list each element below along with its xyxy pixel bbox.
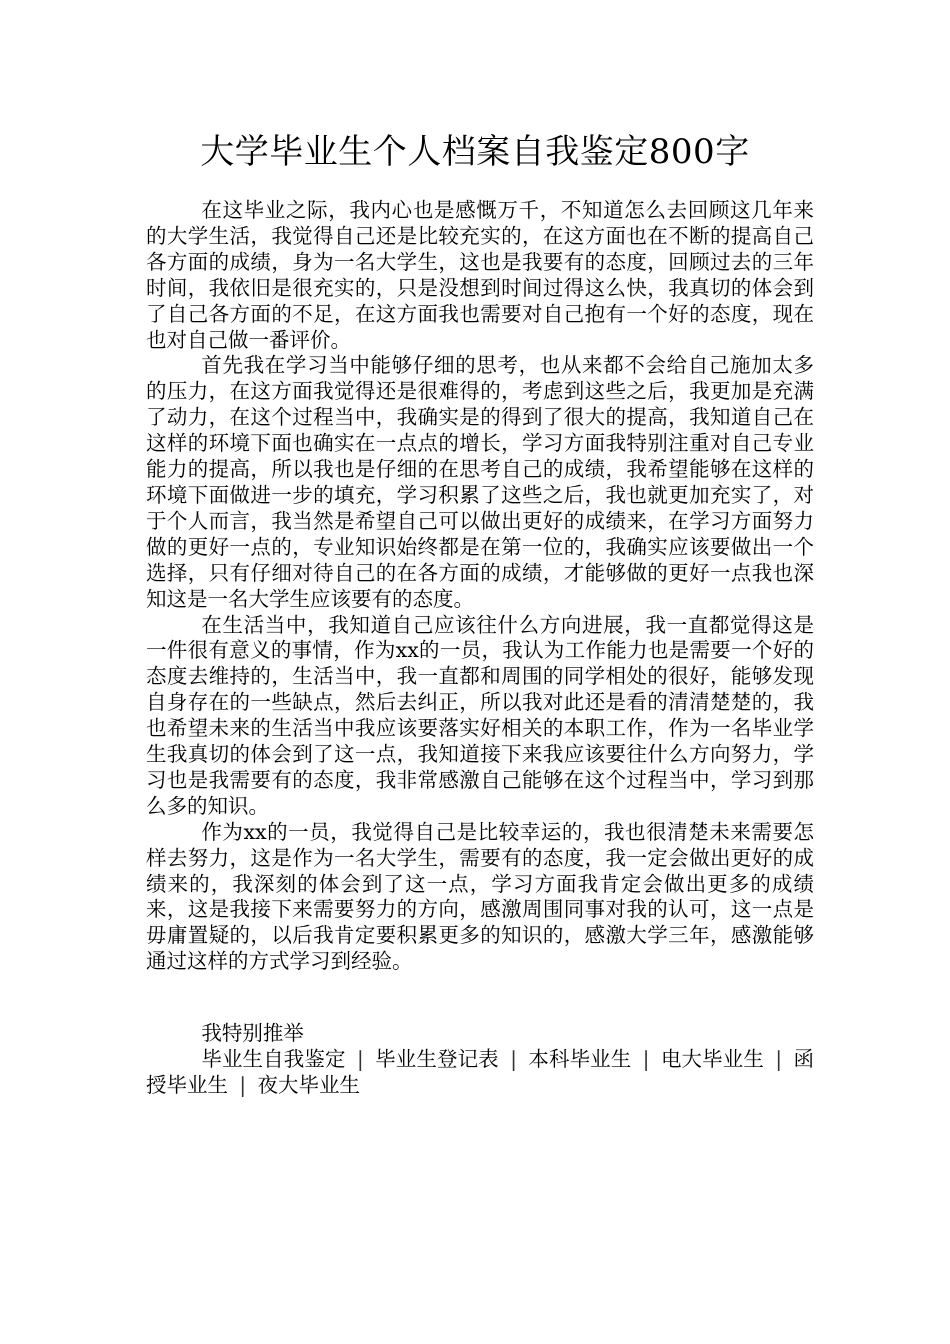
recommend-links [146,1046,814,1098]
link-correspondence-graduate[interactable]: 函授毕业生 [146,1047,815,1097]
paragraph-3: 在生活当中，我知道自己应该往什么方向进展，我一直都觉得这是一件很有意义的事情，作为xx的一员，我认为工作能力也是需要一个好的态度去维持的，生活当中，我一直都和周围的同学相处的很好，能够发现自身存在的一些缺点，然后去纠正，所以我对此还是看的清清楚楚的，我也希望未来的生活当中我应该要落实好相关的本职工作，作为一名毕业学生我真切的体会到了这一点，我知道接下来我应该要往什么方向努力，学习也是我需要有的态度，我非常感激自己能够在这个过程当中，学习到那么多的知识。 [146,612,814,818]
link-separator: | [510,1047,517,1071]
recommend-heading: 我特别推举 [201,1021,304,1045]
recommend-section [146,1020,814,1098]
paragraph-1: 在这毕业之际，我内心也是感慨万千，不知道怎么去回顾这几年来的大学生活，我觉得自己还是比较充实的，在这方面也在不断的提高自己各方面的成绩，身为一名大学生，这也是我要有的态度，回顾过去的三年时间，我依旧是很充实的，只是没想到时间过得这么快，我真切的体会到了自己各方面的不足，在这方面我也需要对自己抱有一个好的态度，现在也对自己做一番评价。 [146,198,814,352]
link-separator: | [642,1047,650,1071]
link-graduate-register[interactable]: 毕业生登记表 [375,1047,499,1071]
link-separator: | [775,1047,783,1071]
link-separator: | [356,1047,364,1071]
document-title: 大学毕业生个人档案自我鉴定800字 [200,132,750,172]
link-tv-university-graduate[interactable]: 电大毕业生 [660,1047,764,1071]
paragraph-4: 作为xx的一员，我觉得自己是比较幸运的，我也很清楚未来需要怎样去努力，这是作为一名大学生，需要有的态度，我一定会做出更好的成绩来的，我深刻的体会到了这一点，学习方面我肯定会做出更多的成绩来，这是我接下来需要努力的方向，感激周围同事对我的认可，这一点是毋庸置疑的，以后我肯定要积累更多的知识的，感激大学三年，感激能够通过这样的方式学习到经验。 [146,819,814,974]
link-self-assessment[interactable]: 毕业生自我鉴定 [201,1047,346,1071]
document-body [146,198,814,975]
link-undergraduate[interactable]: 本科毕业生 [528,1047,632,1071]
link-night-school-graduate[interactable]: 夜大毕业生 [257,1073,360,1097]
paragraph-2: 首先我在学习当中能够仔细的思考，也从来都不会给自己施加太多的压力，在这方面我觉得还是很难得的，考虑到这些之后，我更加是充满了动力，在这个过程当中，我确实是的得到了很大的提高，我知道自己在这样的环境下面也确实在一点点的增长，学习方面我特别注重对自己专业能力的提高，所以我也是仔细的在思考自己的成绩，我希望能够在这样的环境下面做进一步的填充，学习积累了这些之后，我也就更加充实了，对于个人而言，我当然是希望自己可以做出更好的成绩来，在学习方面努力做的更好一点的，专业知识始终都是在第一位的，我确实应该要做出一个选择，只有仔细对待自己的在各方面的成绩，才能够做的更好一点我也深知这是一名大学生应该要有的态度。 [146,353,814,611]
link-separator: | [239,1073,247,1097]
